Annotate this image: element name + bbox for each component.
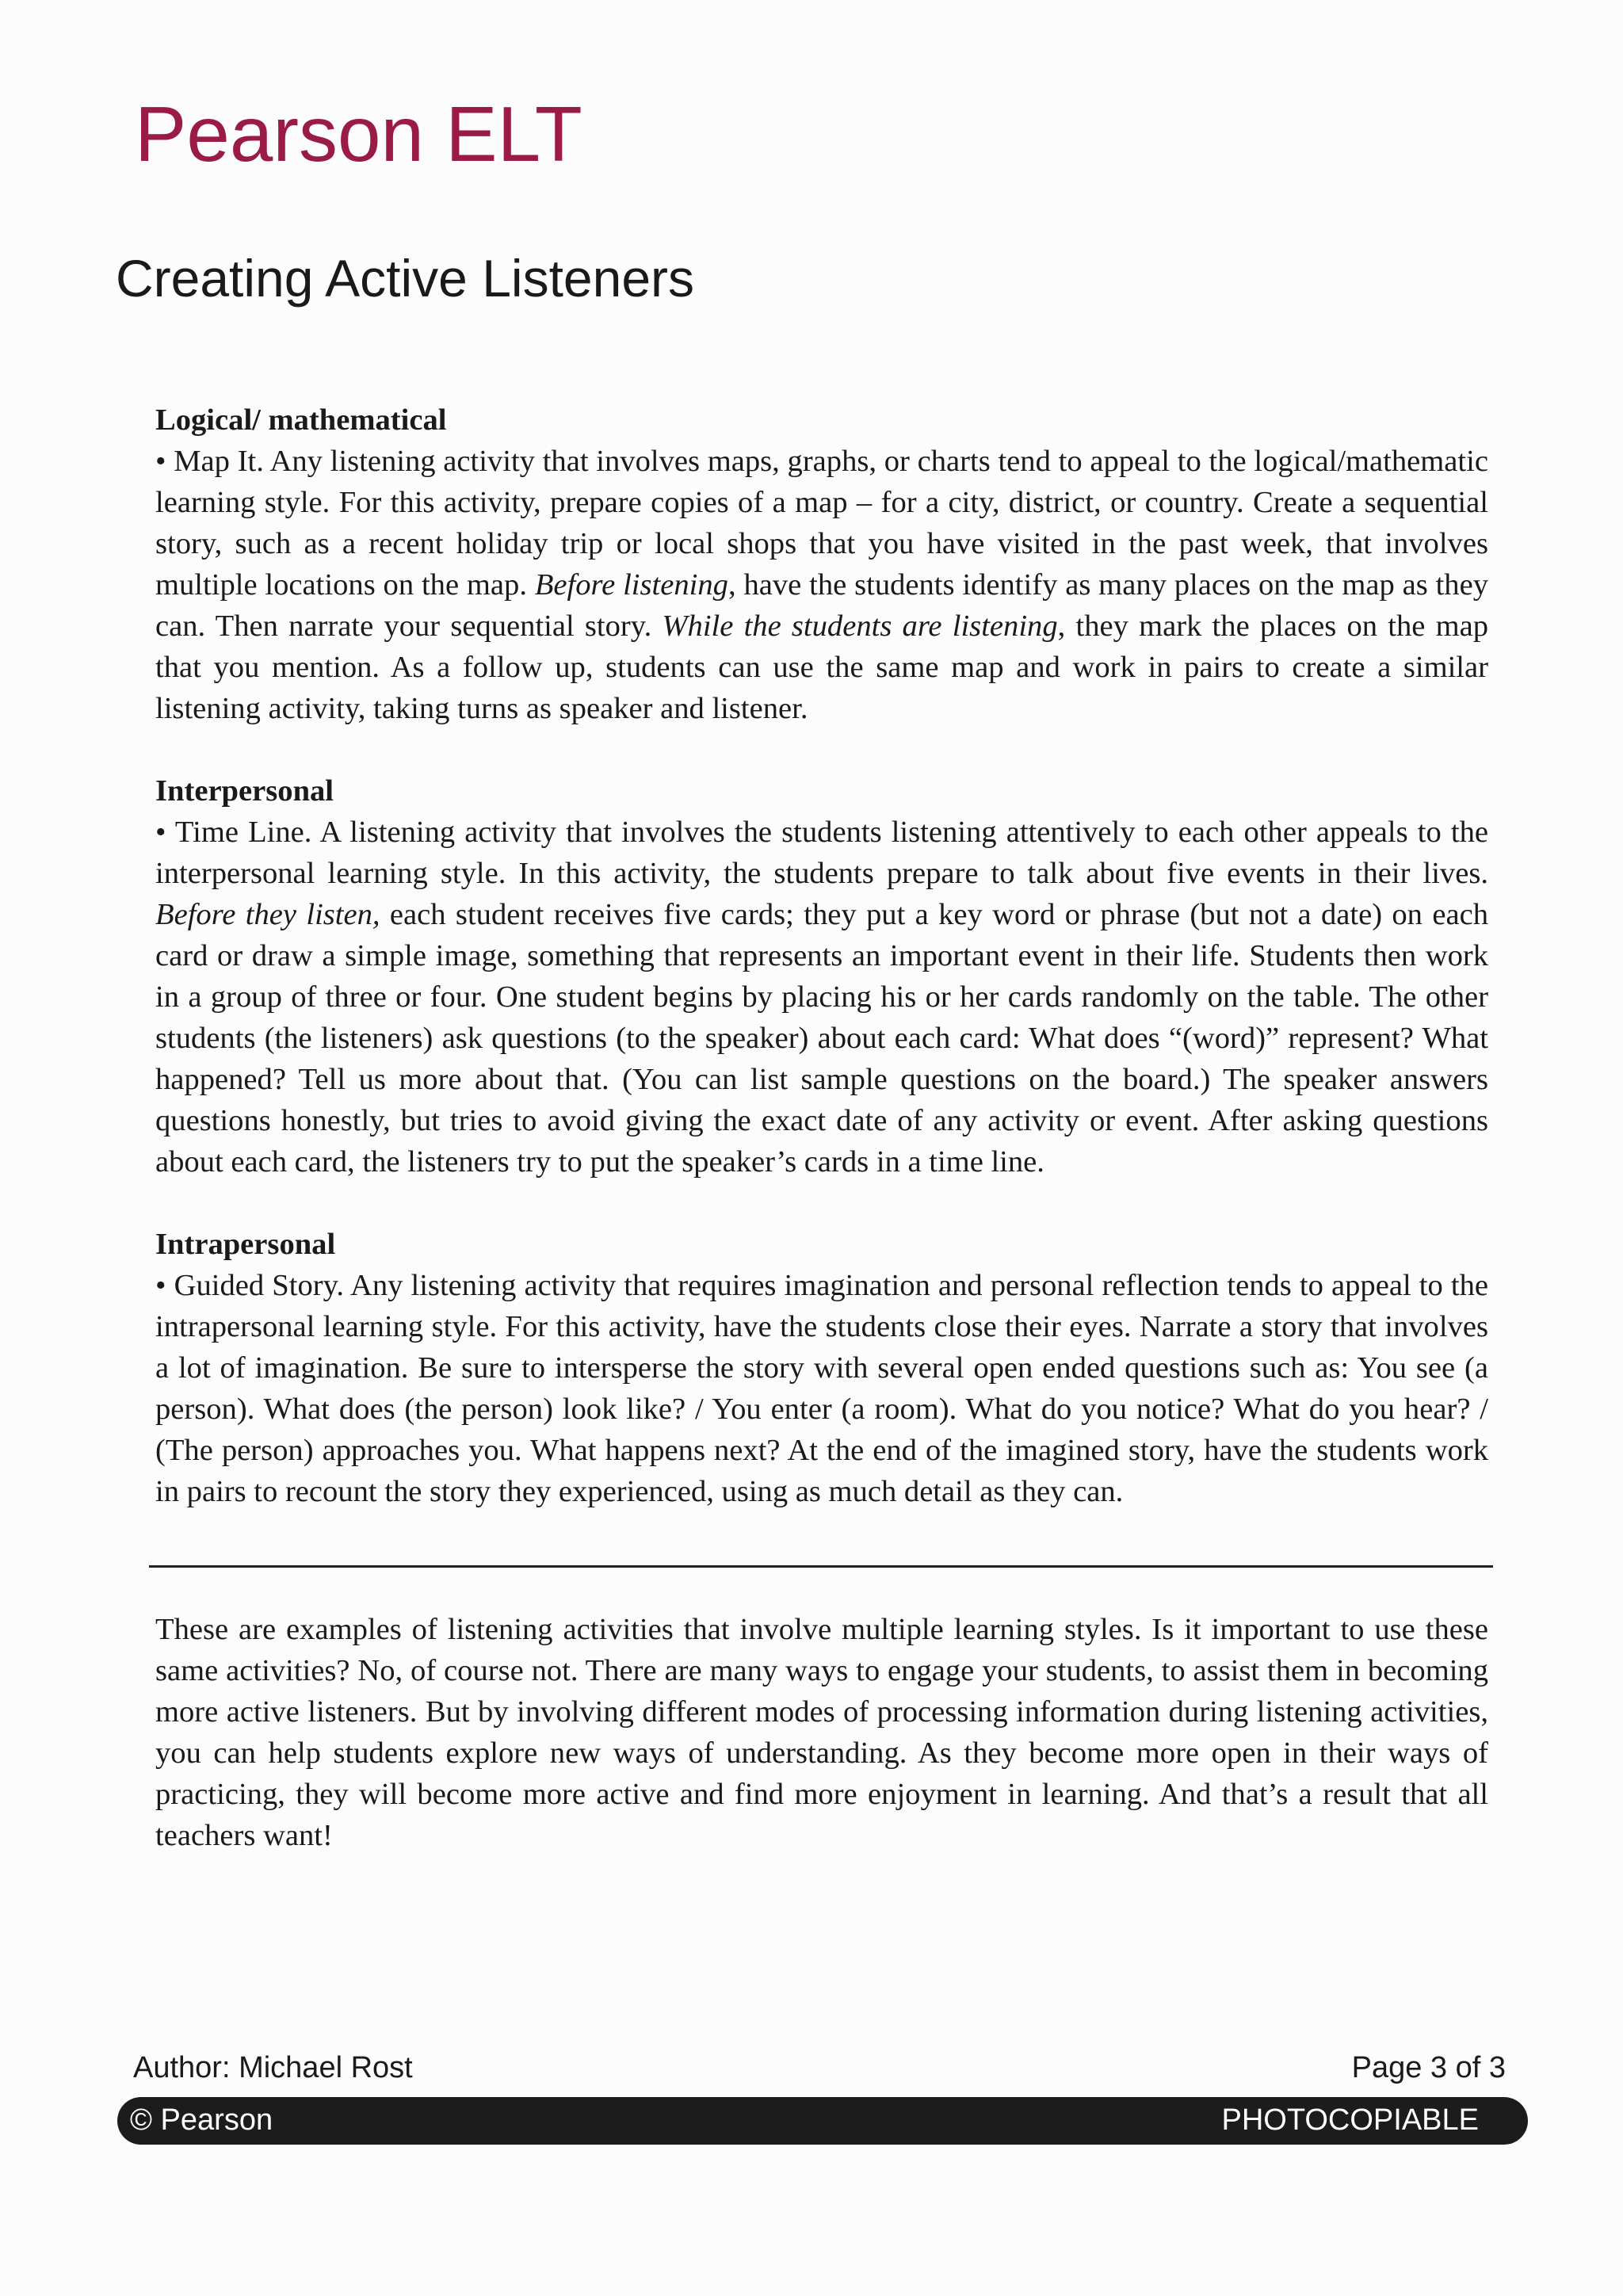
body-text: Guided Story. Any listening activity that requires imagination and personal reflection tends to appeal to the intrapersonal learning style. For this activity, have the students close their eyes. Narrate a story that involves a lot of imagination. Be sure to intersperse the story with several open ended questions such as: You see (a person). What does (the person) look like? / You enter (a room). What do you notice? What do you hear? / (The person) approaches you. What happens next? At the end of the imagined story, have the students work in pairs to recount the story they experienced, using as much detail as they can.: [155, 1269, 1488, 1508]
body-text: , have the students identify as many places on the map as they can. Then narrate your sequential story.: [155, 568, 1489, 643]
bullet-icon: •: [155, 1269, 166, 1302]
section-body: [155, 441, 1488, 729]
bullet-icon: •: [155, 816, 166, 849]
section-logical-mathematical: [155, 399, 1488, 729]
photocopiable-label: PHOTOCOPIABLE: [1221, 2103, 1479, 2137]
page-number: Page 3 of 3: [1351, 2051, 1506, 2084]
section-divider: [149, 1565, 1493, 1568]
pearson-elt-logo: Pearson ELT: [135, 90, 582, 178]
copyright-text: © Pearson: [130, 2103, 273, 2137]
section-intrapersonal: [155, 1224, 1488, 1512]
emphasis-text: While the students are listening: [662, 609, 1058, 643]
author-line: Author: Michael Rost: [133, 2051, 413, 2084]
body-text: Time Line. A listening activity that involves the students listening attentively to each other appeals to the interpersonal learning style. In this activity, the students prepare to talk about five events in their lives.: [155, 816, 1488, 890]
section-heading: Logical/ mathematical: [155, 403, 447, 437]
body-text: each student receives five cards; they put a key word or phrase (but not a date) on each card or draw a simple image, something that represents an important event in their life. Students then work in a group of three or four. One student begins by placing his or her cards randomly on the table. The other students (the listeners) ask questions (to the speaker) about each card: What does “(word)” represent? What happened? Tell us more about that. (You can list sample questions on the board.) The speaker answers questions honestly, but tries to avoid giving the exact date of any activity or event. After asking questions about each card, the listeners try to put the speaker’s cards in a time line.: [155, 898, 1488, 1179]
section-body: [155, 1265, 1488, 1512]
body-text: , they mark the places on the map that you mention. As a follow up, students can use the same map and work in pairs to create a similar listening activity, taking turns as speaker and listener.: [155, 609, 1488, 725]
page-title: Creating Active Listeners: [116, 249, 695, 308]
section-heading: Intrapersonal: [155, 1228, 336, 1261]
closing-paragraph: These are examples of listening activities that involve multiple learning styles. Is it important to use these same activities? No, of course not. There are many ways to engage your students, to assist them in becoming more active listeners. But by involving different modes of processing information during listening activities, you can help students explore new ways of understanding. As they become more open in their ways of practicing, they will become more active and find more enjoyment in learning. And that’s a result that all teachers want!: [155, 1613, 1488, 1852]
section-body: [155, 812, 1488, 1182]
emphasis-text: Before listening: [534, 568, 728, 602]
section-interpersonal: [155, 770, 1488, 1182]
bullet-icon: •: [155, 445, 166, 478]
body-text: Map It. Any listening activity that involves maps, graphs, or charts tend to appeal to the logical/mathematic learning style. For this activity, prepare copies of a map – for a city, district, or country. Create a sequential story, such as a recent holiday trip or local shops that you have visited in the past week, that involves multiple locations on the map.: [155, 445, 1488, 602]
emphasis-text: Before they listen,: [155, 898, 380, 931]
main-content: [155, 399, 1488, 1512]
footer-bar: [117, 2097, 1528, 2145]
section-heading: Interpersonal: [155, 774, 334, 808]
